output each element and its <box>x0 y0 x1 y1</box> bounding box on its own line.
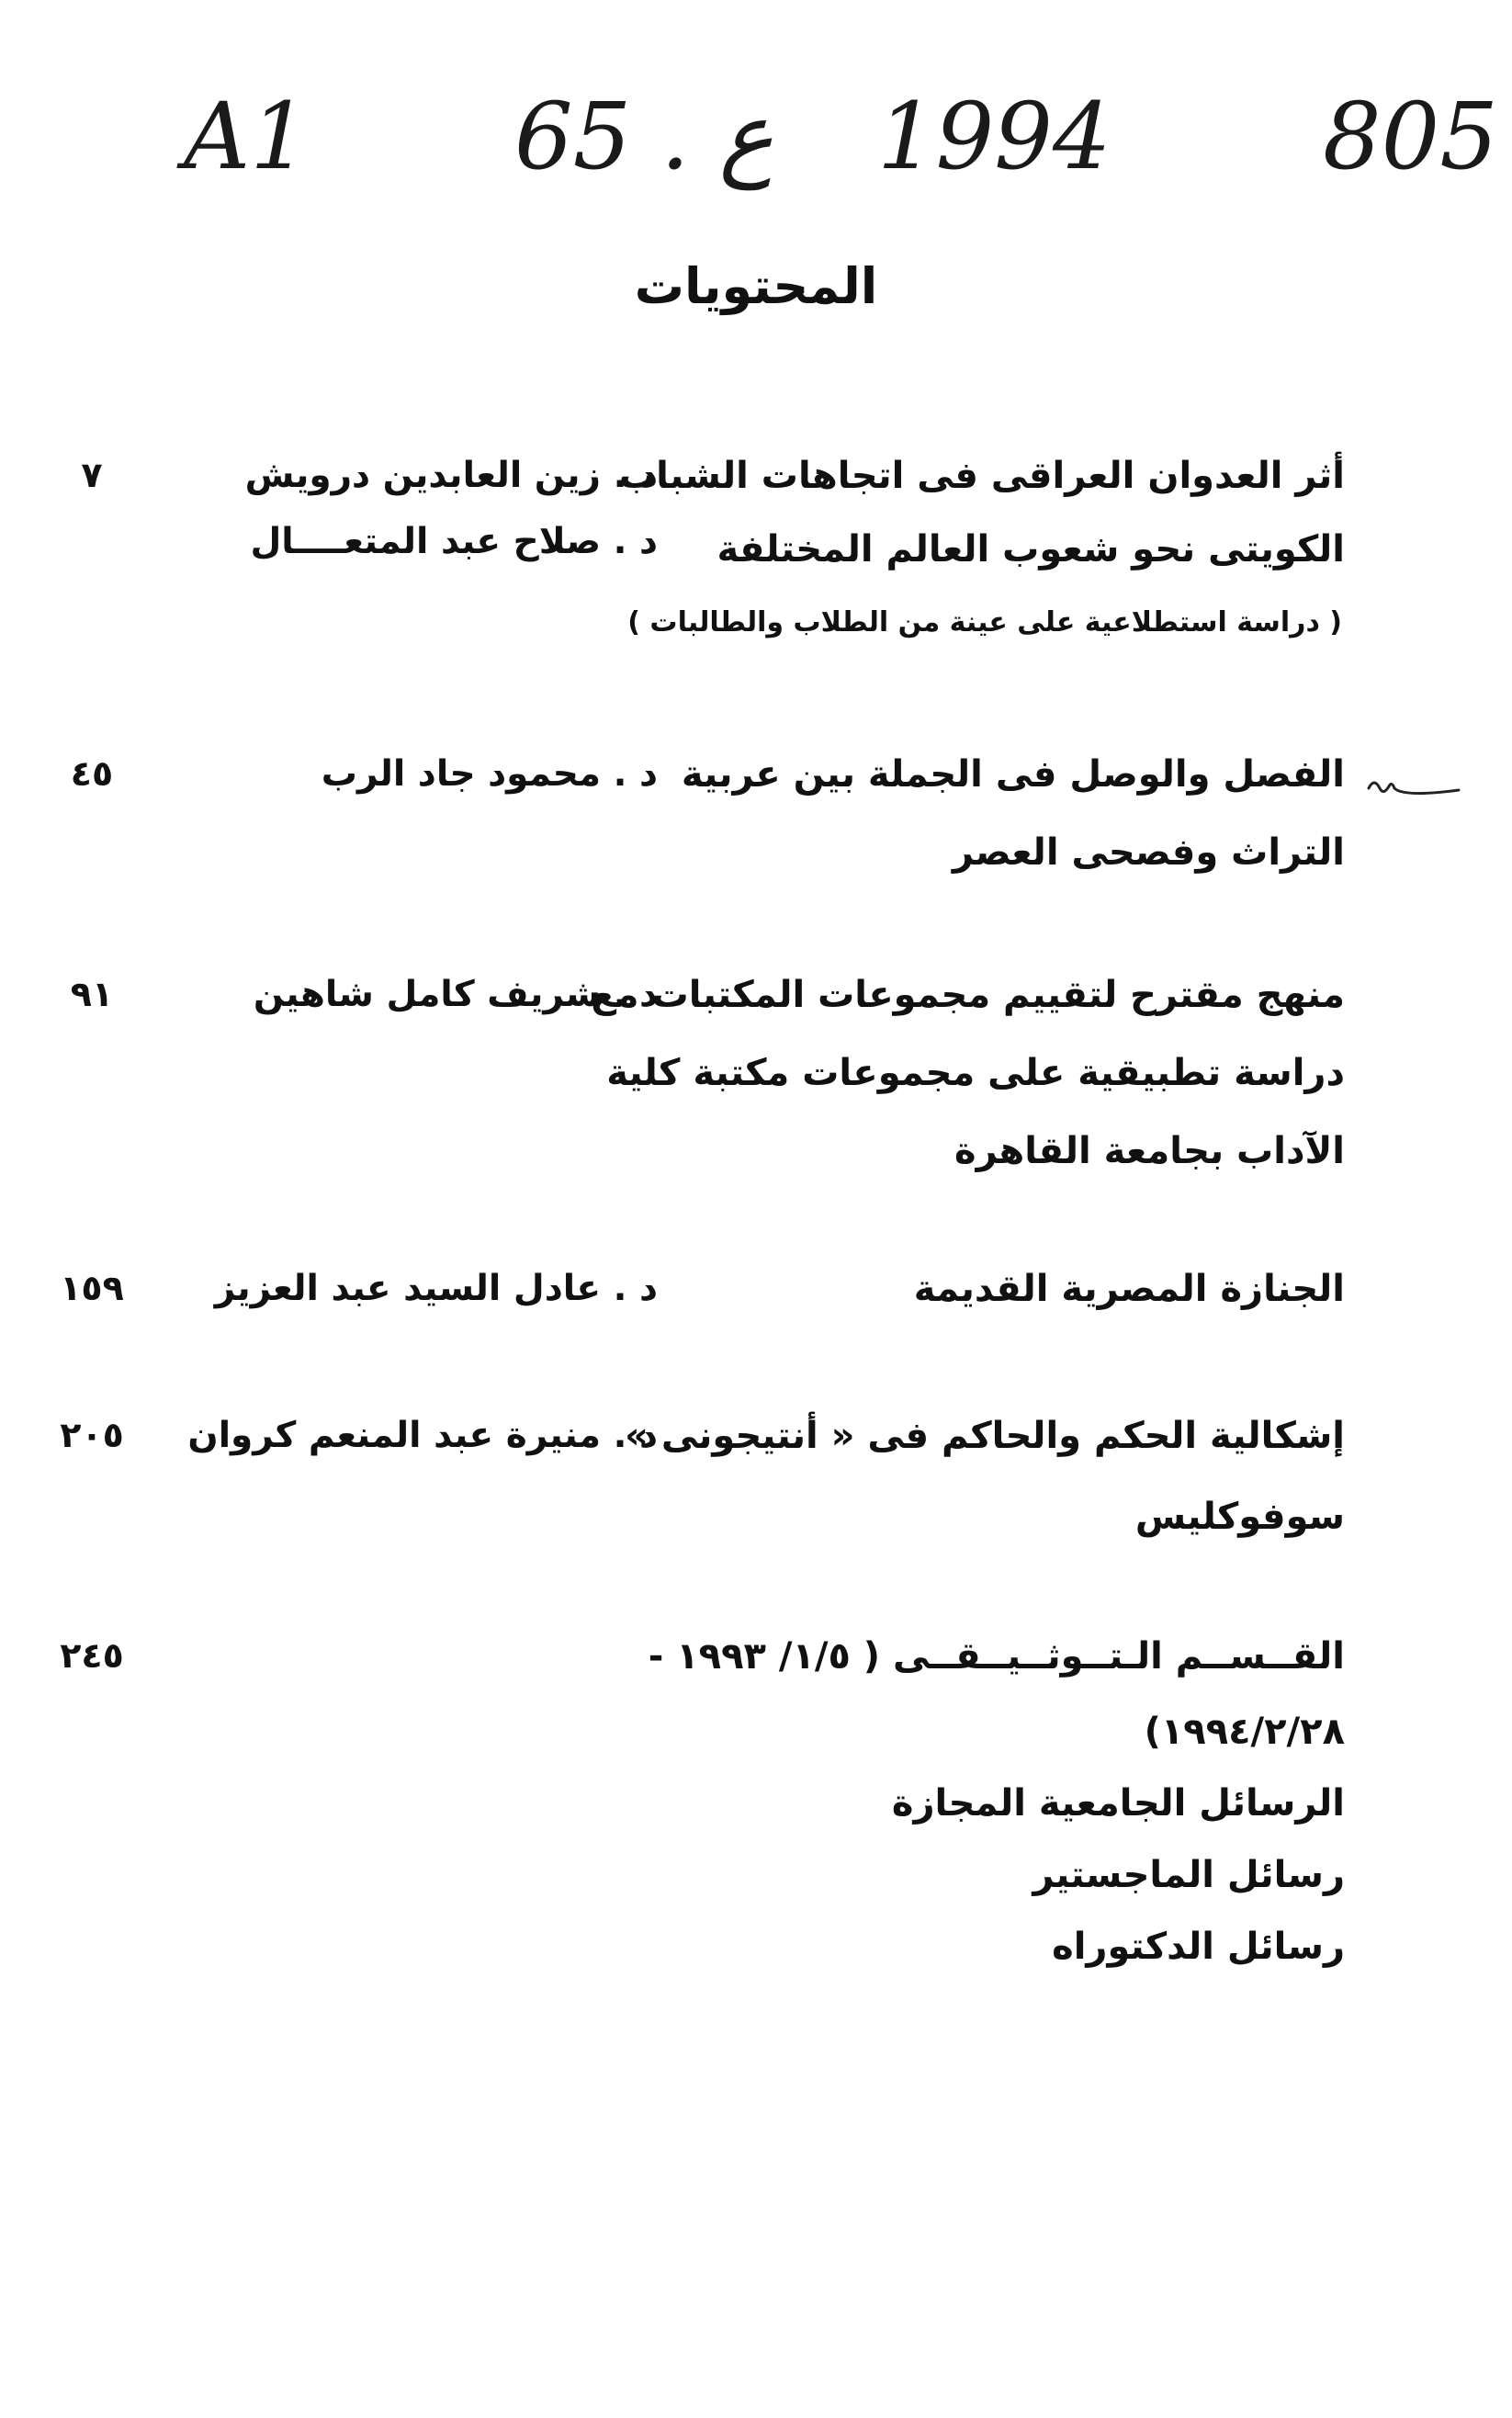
handwritten-note: 1994 <box>877 83 1111 190</box>
entry-author: د . صلاح عبد المتعــــال <box>250 521 658 562</box>
entry-page-number: ٢٠٥ <box>60 1415 124 1455</box>
pen-mark-icon <box>1360 763 1470 818</box>
entry-page-number: ٢٤٥ <box>60 1635 124 1676</box>
entry-title-line: منهج مقترح لتقييم مجموعات المكتبات مع <box>591 974 1345 1016</box>
entry-title-line: رسائل الماجستير <box>1032 1854 1345 1896</box>
entry-author: د . عادل السيد عبد العزيز <box>214 1268 658 1309</box>
entry-title-line: إشكالية الحكم والحاكم فى « أنتيجونى » <box>625 1415 1345 1457</box>
entry-title-line: الفصل والوصل فى الجملة بين عربية <box>681 753 1345 796</box>
entry-page-number: ٧ <box>81 455 103 495</box>
entry-title-line: الكويتى نحو شعوب العالم المختلفة <box>717 528 1345 571</box>
entry-title-line: ١٩٩٤/٢/٢٨) <box>1144 1711 1345 1753</box>
entry-author: د . محمود جاد الرب <box>321 753 658 795</box>
handwritten-note: 65 . ع <box>514 83 774 190</box>
entry-subtitle: ( دراسة استطلاعية على عينة من الطلاب والطالبات ) <box>627 606 1342 638</box>
entry-title-line: أثر العدوان العراقى فى اتجاهات الشباب <box>618 455 1345 497</box>
entry-page-number: ٤٥ <box>70 753 114 794</box>
entry-title-line: سوفوكليس <box>1134 1496 1345 1538</box>
entry-page-number: ١٥٩ <box>60 1268 124 1308</box>
entry-title-line: الرسائل الجامعية المجازة <box>891 1782 1345 1825</box>
entry-title-line: رسائل الدكتوراه <box>1052 1926 1345 1968</box>
entry-title-line: الجنازة المصرية القديمة <box>913 1268 1345 1310</box>
page-title: المحتويات <box>634 257 878 315</box>
entry-title-line: دراسة تطبيقية على مجموعات مكتبة كلية <box>606 1052 1345 1094</box>
entry-title-line: القــســم الـتــوثــيــقــى ( ١/٥/ ١٩٩٣ - <box>648 1635 1345 1678</box>
entry-author: د . زين العابدين درويش <box>244 455 658 496</box>
entry-title-line: التراث وفصحى العصر <box>952 831 1345 874</box>
entry-page-number: ٩١ <box>70 974 114 1014</box>
entry-author: د . منيرة عبد المنعم كروان <box>187 1415 658 1456</box>
handwritten-note: A1 <box>184 83 309 190</box>
handwritten-note: 805 <box>1323 83 1498 190</box>
entry-title-line: الآداب بجامعة القاهرة <box>953 1130 1345 1172</box>
entry-author: د . شريف كامل شاهين <box>253 974 658 1015</box>
